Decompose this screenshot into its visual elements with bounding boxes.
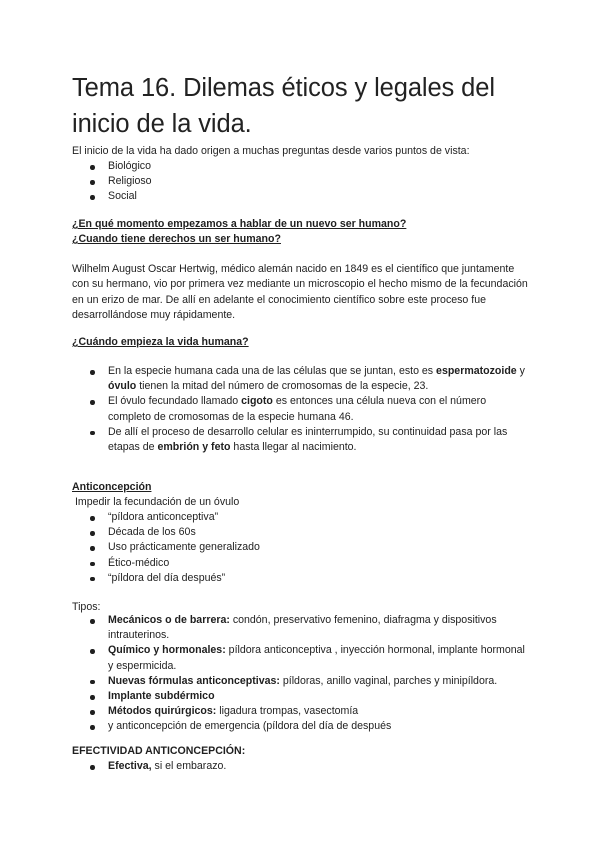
bullet-icon [90, 619, 95, 624]
list-item: “píldora del día después” [72, 571, 260, 586]
list-item: Biológico [72, 159, 152, 174]
bullet-icon [90, 400, 95, 405]
bullet-icon [90, 546, 95, 551]
list-item: Religioso [72, 174, 152, 189]
bullet-icon [90, 725, 95, 730]
hertwig-paragraph: Wilhelm August Oscar Hertwig, médico alemán nacido en 1849 es el científico que juntamente con su hermano, vio por primera vez mediante un microscopio el hecho mismo de la fecundación en un erizo de mar. De allí en adelante el conocimiento científico sobre este proceso fue desarrollándose muy rápidamente. [72, 263, 528, 322]
list-item: Químico y hormonales: píldora anticonceptiva , inyección hormonal, implante hormonal y espermicida. [72, 643, 528, 673]
question-heading: ¿Cuando tiene derechos un ser humano? [72, 233, 281, 245]
bullet-icon [90, 165, 95, 170]
bullet-icon [90, 180, 95, 185]
list-item: Efectiva, si el embarazo. [72, 759, 226, 774]
tipos-label: Tipos: [72, 601, 101, 613]
question-heading: ¿En qué momento empezamos a hablar de un nuevo ser humano? [72, 218, 407, 230]
efectividad-list [72, 759, 226, 774]
bullet-icon [90, 531, 95, 536]
section-heading: EFECTIVIDAD ANTICONCEPCIÓN: [72, 745, 246, 757]
bullet-icon [90, 562, 95, 567]
page-title: Tema 16. Dilemas éticos y legales del inicio de la vida. [72, 74, 495, 138]
list-item: Social [72, 189, 152, 204]
section-heading: Anticoncepción [72, 481, 152, 493]
intro-text: El inicio de la vida ha dado origen a muchas preguntas desde varios puntos de vista: [72, 145, 470, 157]
life-points-list [72, 364, 528, 455]
list-item: Ético-médico [72, 556, 260, 571]
bullet-icon [90, 695, 95, 700]
list-item: Mecánicos o de barrera: condón, preservativo femenino, diafragma y dispositivos intrauterinos. [72, 613, 528, 643]
list-item: “píldora anticonceptiva” [72, 510, 260, 525]
list-item: El óvulo fecundado llamado cigoto es entonces una célula nueva con el número completo de cromosomas de la especie humana 46. [72, 394, 528, 424]
list-item: Nuevas fórmulas anticonceptivas: píldoras, anillo vaginal, parches y minipíldora. [72, 674, 528, 689]
tipos-list [72, 613, 528, 735]
bullet-icon [90, 710, 95, 715]
bullet-icon [90, 516, 95, 521]
bullet-icon [90, 680, 95, 685]
list-item: De allí el proceso de desarrollo celular es ininterrumpido, su continuidad pasa por las etapas de embrión y feto hasta llegar al nacimiento. [72, 425, 528, 455]
list-item: En la especie humana cada una de las células que se juntan, esto es espermatozoide y óvulo tienen la mitad del número de cromosomas de la especie, 23. [72, 364, 528, 394]
bullet-icon [90, 649, 95, 654]
section-heading: ¿Cuándo empieza la vida humana? [72, 336, 249, 348]
list-item: y anticoncepción de emergencia (píldora del día de después [72, 719, 528, 734]
viewpoints-list [72, 159, 152, 205]
bullet-icon [90, 765, 95, 770]
bullet-icon [90, 370, 95, 375]
bullet-icon [90, 195, 95, 200]
anticoncepcion-intro: Impedir la fecundación de un óvulo [72, 496, 240, 508]
list-item: Década de los 60s [72, 525, 260, 540]
list-item: Implante subdérmico [72, 689, 528, 704]
list-item: Uso prácticamente generalizado [72, 540, 260, 555]
bullet-icon [90, 431, 95, 436]
bullet-icon [90, 577, 95, 582]
list-item: Métodos quirúrgicos: ligadura trompas, vasectomía [72, 704, 528, 719]
anticoncepcion-list [72, 510, 260, 586]
